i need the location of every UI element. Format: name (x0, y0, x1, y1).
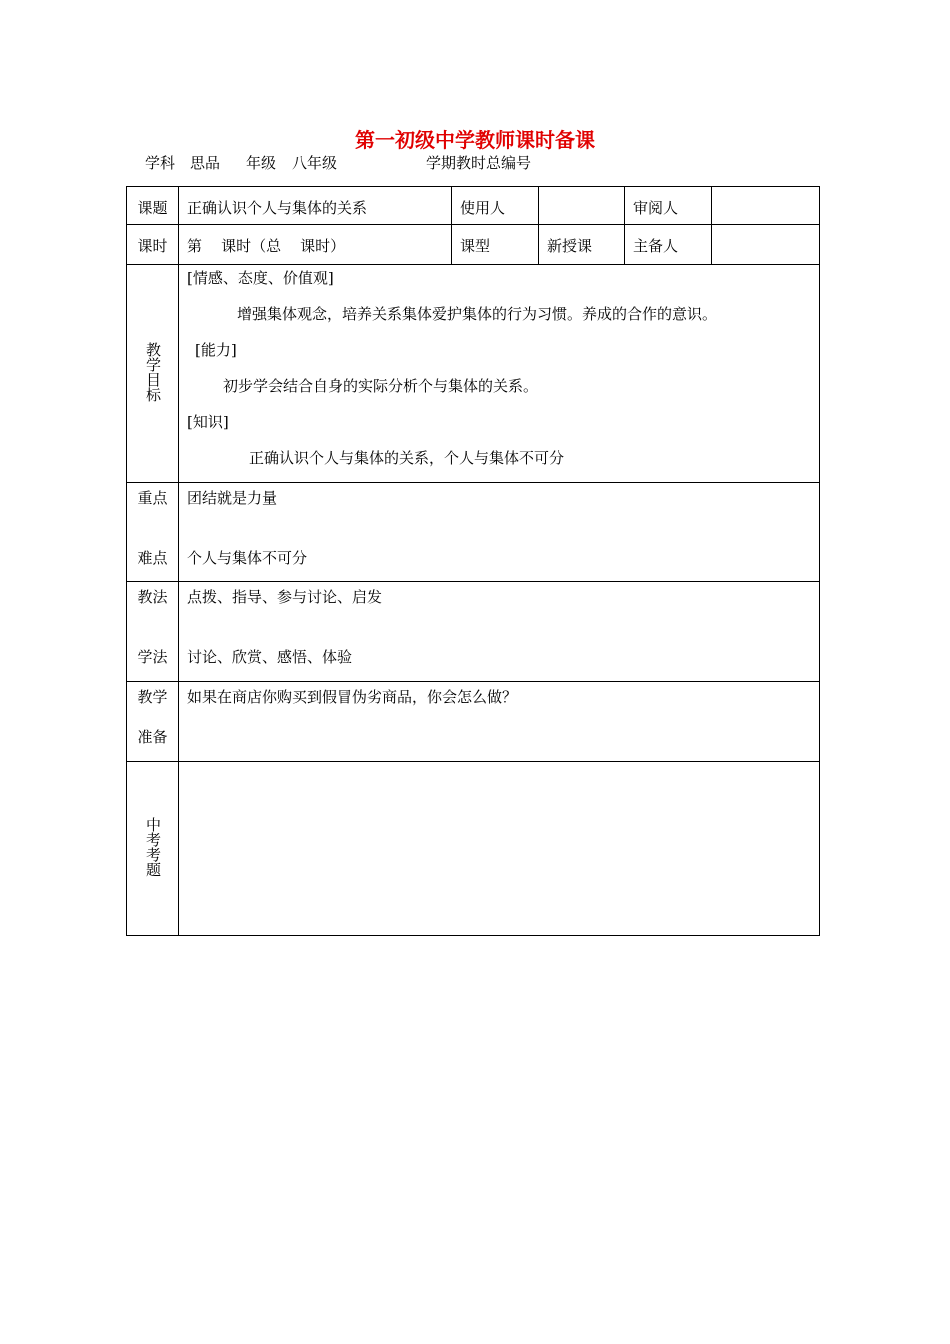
table-row (127, 187, 820, 225)
difficult-label: 难点 (137, 549, 168, 567)
user-value (539, 187, 625, 225)
page-title: 第一初级中学教师课时备课 (355, 128, 595, 152)
table-row (127, 762, 820, 936)
teach-method-label: 教法 (137, 588, 168, 606)
prep-label-line1: 教学 (137, 688, 168, 706)
period-value: 第 课时（总 课时） (179, 225, 452, 265)
learn-method-text: 讨论、欣赏、感悟、体验 (187, 648, 353, 666)
reviewer-label: 审阅人 (625, 187, 712, 225)
lesson-plan-table (126, 186, 820, 936)
subject-label: 学科 (145, 154, 176, 172)
preparer-label: 主备人 (625, 225, 712, 265)
prep-label-line2: 准备 (137, 728, 168, 746)
prep-label-cell (127, 682, 179, 762)
keypoint-label-cell (127, 483, 179, 582)
knowledge-text: 正确认识个人与集体的关系，个人与集体不可分 (249, 449, 565, 467)
prep-text: 如果在商店你购买到假冒伪劣商品，你会怎么做？ (187, 688, 518, 706)
table-row (127, 682, 820, 762)
ability-heading: [能力] (195, 341, 237, 359)
teach-method-text: 点拨、指导、参与讨论、启发 (187, 588, 383, 606)
table-row (127, 225, 820, 265)
period-label: 课时 (127, 225, 179, 265)
key-text: 团结就是力量 (187, 489, 278, 507)
table-row (127, 265, 820, 483)
exam-label-cell (127, 762, 179, 936)
topic-label: 课题 (127, 187, 179, 225)
keypoint-content (179, 483, 820, 582)
ability-text: 初步学会结合自身的实际分析个与集体的关系。 (223, 377, 539, 395)
reviewer-value (712, 187, 820, 225)
method-content (179, 582, 820, 682)
learn-method-label: 学法 (137, 648, 168, 666)
preparer-value (712, 225, 820, 265)
goals-label-cell (127, 265, 179, 483)
serial-label: 学期教时总编号 (426, 154, 532, 172)
knowledge-heading: [知识] (187, 413, 229, 431)
grade-value: 八年级 (292, 154, 338, 172)
subject-value: 思品 (190, 154, 221, 172)
emotion-heading: [情感、态度、价值观] (187, 269, 334, 287)
table-row (127, 483, 820, 582)
method-label-cell (127, 582, 179, 682)
goals-label: 教学目标 (144, 341, 162, 402)
prep-content (179, 682, 820, 762)
grade-label: 年级 (246, 154, 277, 172)
type-value: 新授课 (539, 225, 625, 265)
table-row (127, 582, 820, 682)
emotion-text: 增强集体观念，培养关系集体爱护集体的行为习惯。养成的合作的意识。 (237, 305, 718, 323)
topic-value: 正确认识个人与集体的关系 (179, 187, 452, 225)
type-label: 课型 (452, 225, 539, 265)
exam-label: 中考考题 (144, 816, 162, 877)
key-label: 重点 (137, 489, 168, 507)
exam-content (179, 762, 820, 936)
difficult-text: 个人与集体不可分 (187, 549, 308, 567)
goals-content (179, 265, 820, 483)
user-label: 使用人 (452, 187, 539, 225)
